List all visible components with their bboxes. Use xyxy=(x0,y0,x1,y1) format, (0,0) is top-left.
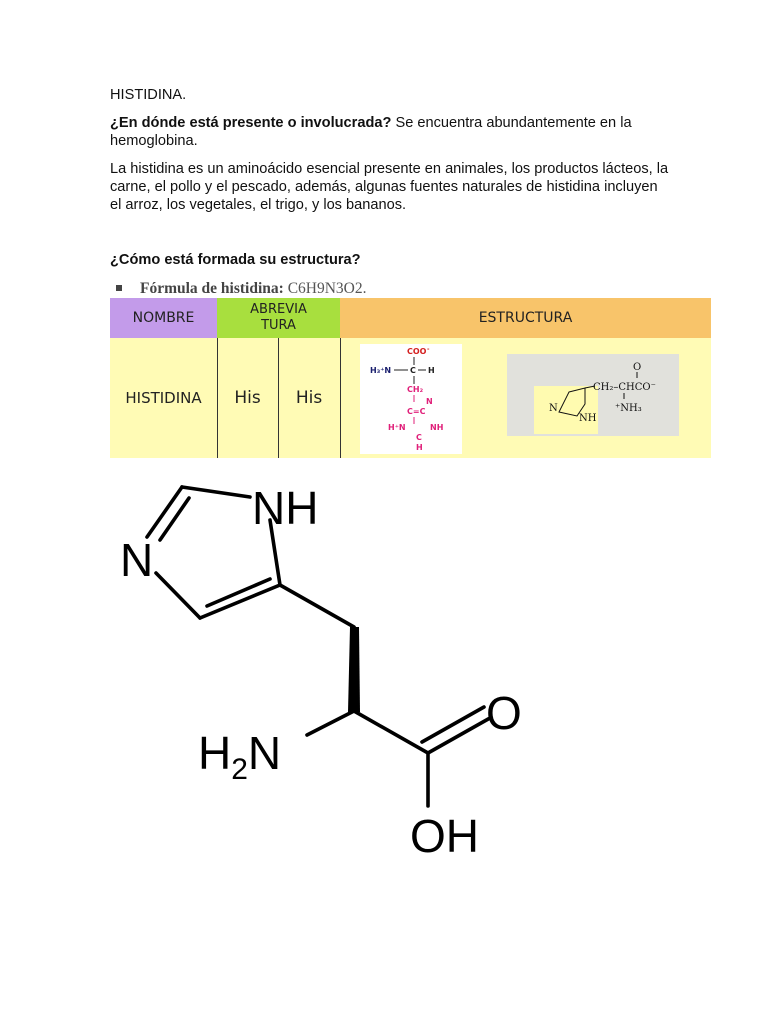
presence-question: ¿En dónde está presente o involucrada? xyxy=(110,115,392,131)
h3n-label: H₃⁺N xyxy=(370,366,392,375)
alpha-h-label: H xyxy=(428,366,435,375)
histidine-structure-skeletal xyxy=(507,354,679,436)
table-divider xyxy=(278,338,279,458)
formula-label: Fórmula de histidina: xyxy=(140,280,284,297)
coo-charge: - xyxy=(427,346,430,353)
ring-n-top: N xyxy=(426,397,433,406)
ring-nh-label: NH xyxy=(252,482,319,534)
carbonyl-o-label: O xyxy=(486,687,522,739)
side-chain-label: CH₂–CHCO⁻ xyxy=(593,382,656,393)
structure-question: ¿Cómo está formada su estructura? xyxy=(110,252,361,268)
ring-nh-label: NH xyxy=(430,423,444,432)
amine-label: $H_2N$ xyxy=(198,727,282,786)
header-abreviatura-line1: ABREVIA xyxy=(250,302,307,317)
hydroxyl-label: OH xyxy=(410,810,479,862)
header-nombre: NOMBRE xyxy=(110,298,217,338)
histidine-structure-colored xyxy=(360,344,462,454)
ring-n-label: N xyxy=(549,403,558,414)
document-title: HISTIDINA. xyxy=(110,87,187,103)
bullet-marker xyxy=(116,285,122,291)
alpha-c-label: C xyxy=(410,366,416,375)
ring-n-label: N xyxy=(120,534,154,586)
header-estructura: ESTRUCTURA xyxy=(340,298,711,338)
ring-nh-label: NH xyxy=(579,413,597,424)
presence-answer: Se encuentra abundantemente en la hemoglobina. xyxy=(110,115,632,149)
table-divider xyxy=(340,338,341,458)
amino-nh3-label: ⁺NH₃ xyxy=(615,403,642,414)
ring-c-label: C xyxy=(416,433,422,442)
presence-paragraph xyxy=(110,114,670,150)
ring-h-label: H xyxy=(416,443,423,452)
table-divider xyxy=(217,338,218,458)
histidine-skeletal-formula xyxy=(110,470,550,870)
coo-label: COO xyxy=(407,347,427,356)
formula-value: C6H9N3O2. xyxy=(283,280,367,297)
amino-acid-table xyxy=(110,298,711,458)
cell-nombre: HISTIDINA xyxy=(110,338,217,458)
description-paragraph: La histidina es un aminoácido esencial presente en animales, los productos lácteos, la carne, el pollo y el pescado, además, algunas fuentes naturales de histidina incluyen el arroz, los vegetales, el trigo, y los bananos. xyxy=(110,161,669,213)
cell-abrev-2: His xyxy=(278,338,340,458)
ring-hn-label: H⁺N xyxy=(388,423,406,432)
carbonyl-o-label: O xyxy=(633,362,642,373)
formula-bullet xyxy=(110,280,367,298)
ring-cc-label: C=C xyxy=(407,407,426,416)
ch2-label: CH₂ xyxy=(407,385,424,394)
cell-abrev-1: His xyxy=(217,338,278,458)
header-abreviatura-line2: TURA xyxy=(261,318,296,333)
header-abreviatura xyxy=(217,298,340,338)
